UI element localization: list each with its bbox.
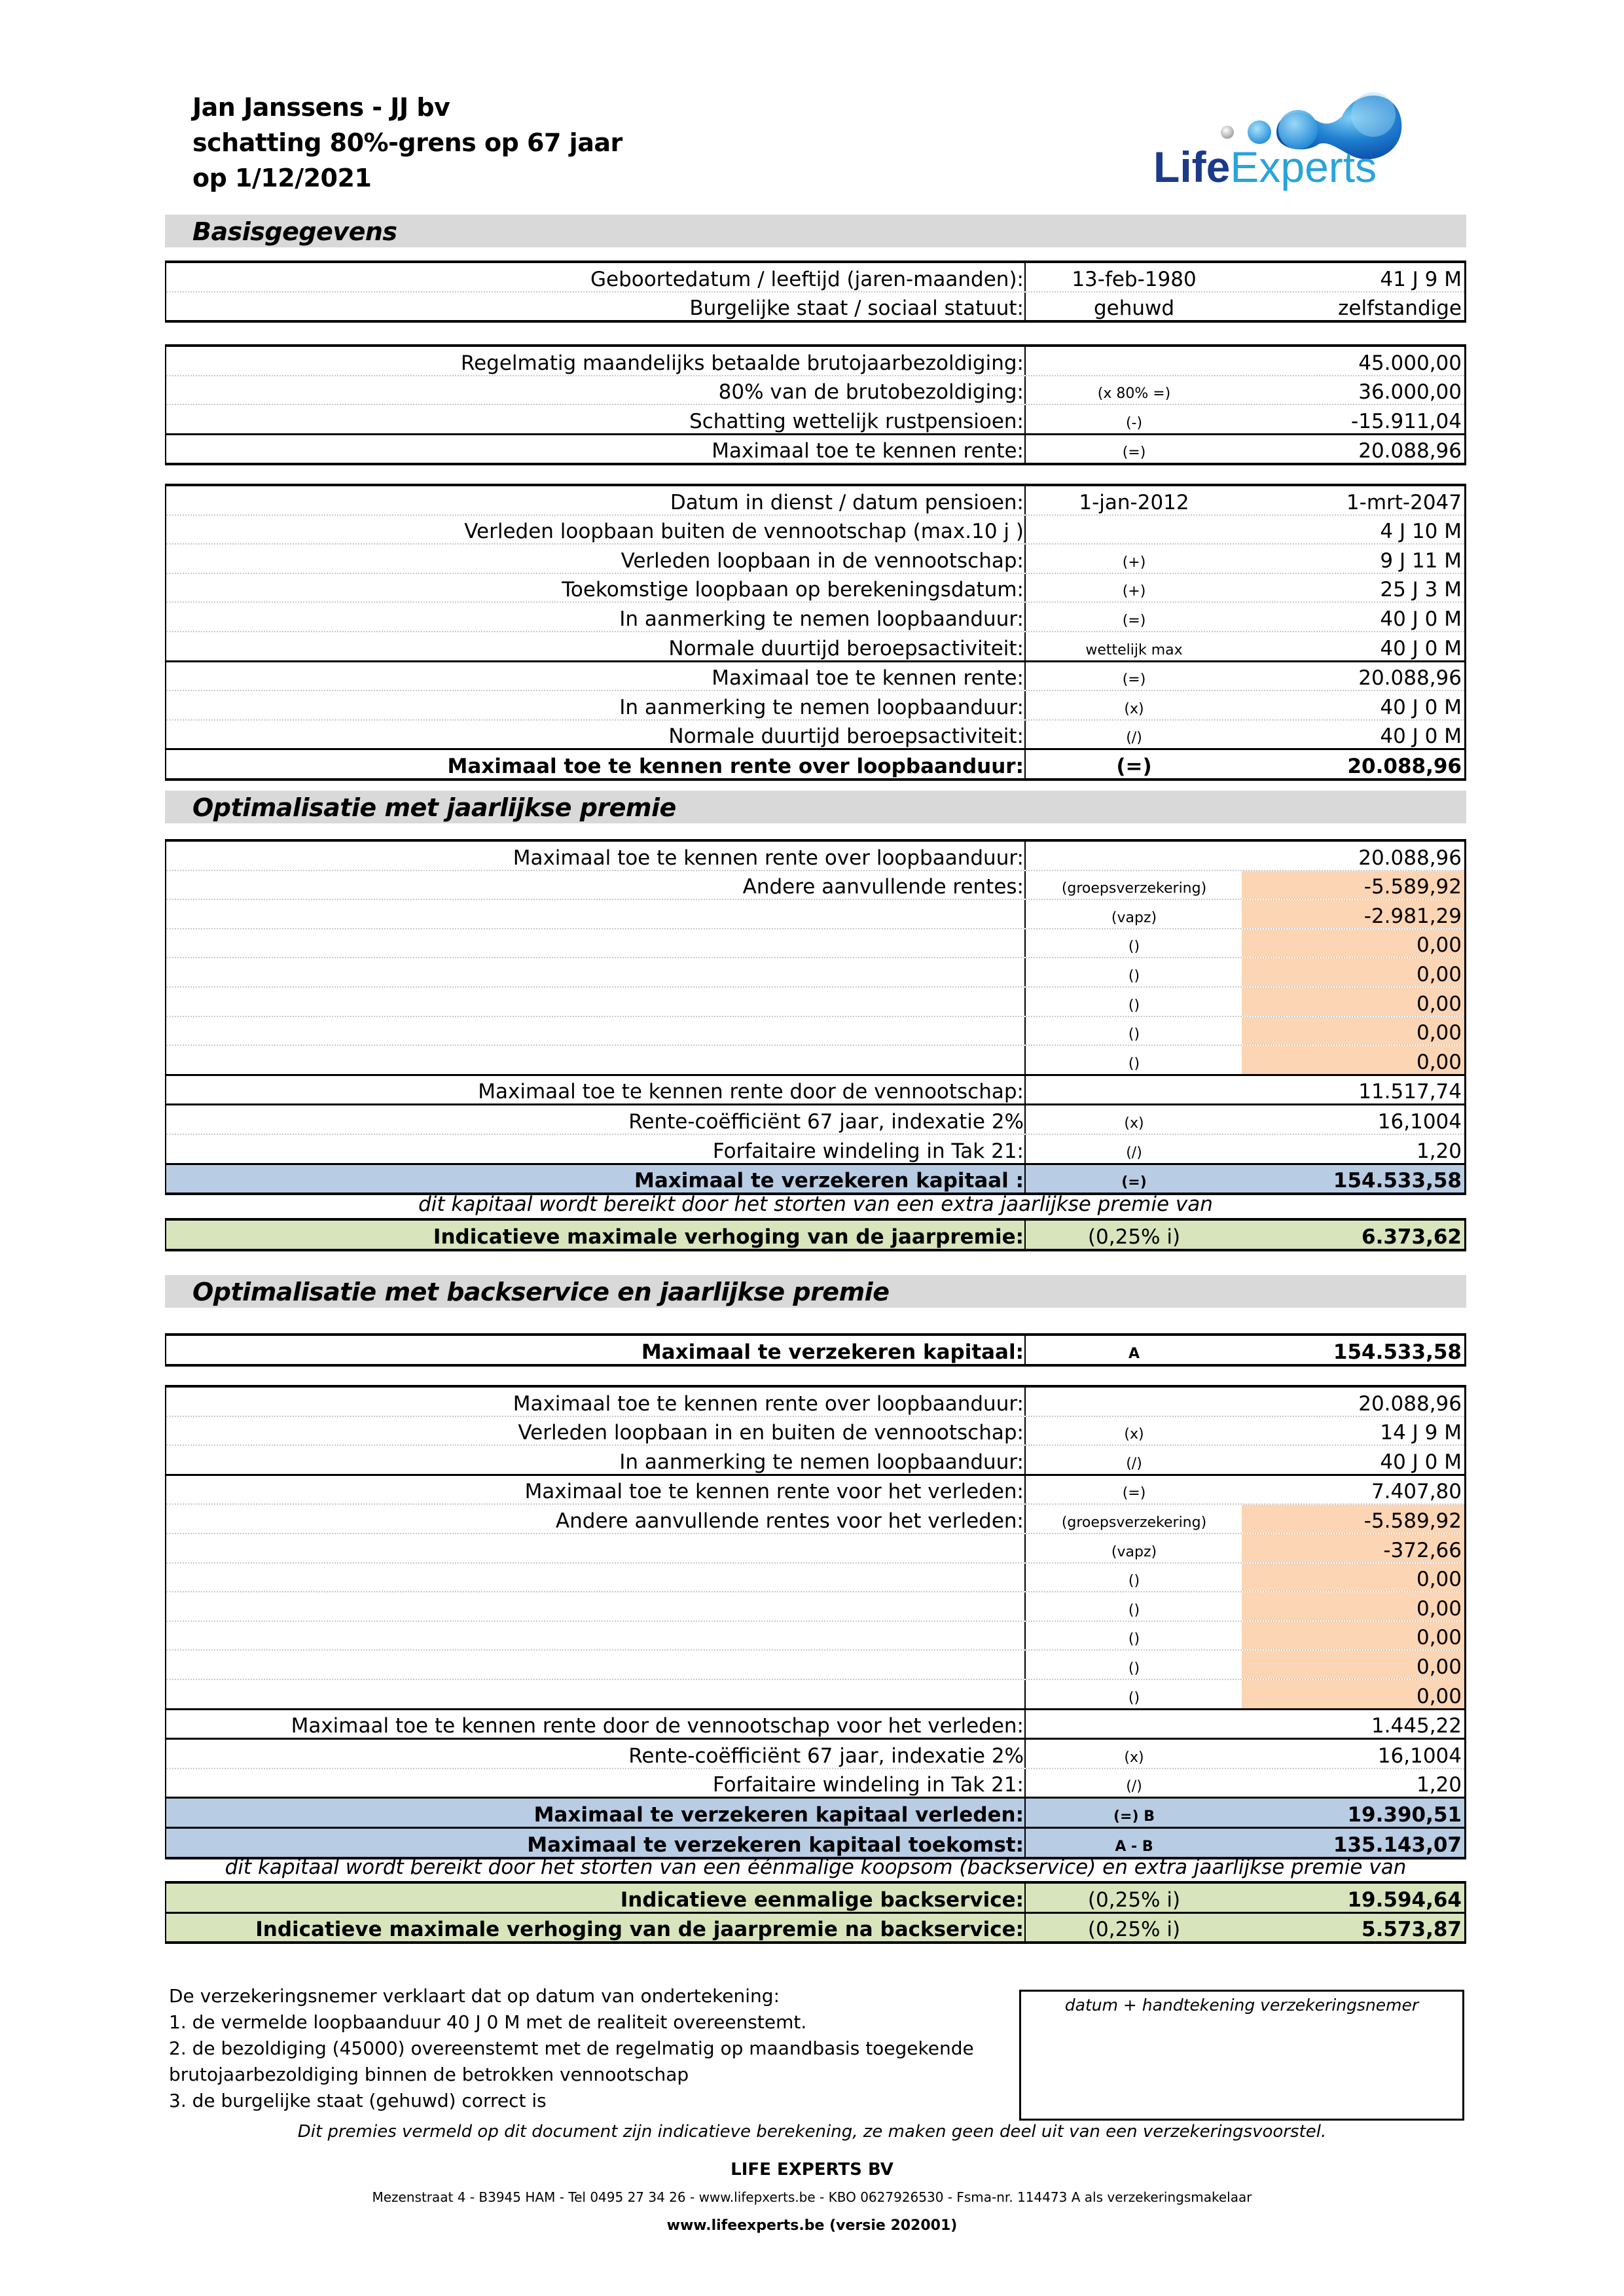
row-value[interactable]: -5.589,92 (1242, 871, 1464, 899)
table-row (166, 719, 1464, 749)
row-operator: (=) B (1024, 1799, 1242, 1827)
declaration-item-2: 2. de bezoldiging (45000) overeenstemt met de regelmatig op maandbasis toegekende (169, 2037, 974, 2059)
row-value: 4 J 10 M (1380, 520, 1462, 544)
table-capital-a (165, 1333, 1466, 1367)
row-label: In aanmerking te nemen loopbaanduur: (619, 607, 1024, 631)
row-value: 6.373,62 (1362, 1225, 1462, 1249)
table-row (166, 486, 1464, 514)
row-operator: (x) (1024, 1105, 1242, 1134)
row-value: 20.088,96 (1358, 1391, 1462, 1416)
row-operator: (x 80% =) (1024, 376, 1242, 404)
row-value: 41 J 9 M (1380, 267, 1462, 291)
table-backservice-results (165, 1881, 1466, 1944)
row-operator: (=) (1024, 750, 1242, 778)
row-label: Maximaal toe te kennen rente over loopbaanduur: (513, 1391, 1024, 1416)
row-label: Maximaal te verzekeren kapitaal : (634, 1169, 1024, 1193)
row-label: Indicatieve maximale verhoging van de jaarpremie: (433, 1225, 1024, 1249)
table-career (165, 484, 1466, 781)
row-operator: A - B (1024, 1829, 1242, 1857)
row-label: Maximaal toe te kennen rente voor het verleden: (524, 1480, 1024, 1504)
row-value: 25 J 3 M (1380, 578, 1462, 602)
footer-address: Mezenstraat 4 - B3945 HAM - Tel 0495 27 34 26 - www.lifepxerts.be - KBO 0627926530 - Fsma-nr. 114473 A als verzekeringsmakelaar (372, 2189, 1252, 2205)
row-operator: (x) (1024, 1740, 1242, 1768)
table-row (166, 514, 1464, 544)
section-title: Basisgegevens (192, 217, 397, 246)
row-label: Forfaitaire windeling in Tak 21: (712, 1773, 1024, 1797)
table-row (166, 1388, 1464, 1416)
row-value: 40 J 0 M (1380, 725, 1462, 749)
row-label: Forfaitaire windeling in Tak 21: (712, 1139, 1024, 1163)
row-operator: wettelijk max (1024, 632, 1242, 660)
table-row (166, 1416, 1464, 1445)
table-row (166, 601, 1464, 631)
logo-text-experts: Experts (1230, 143, 1377, 191)
row-operator: (=) (1024, 435, 1242, 463)
table-row (166, 375, 1464, 404)
row-value: 1,20 (1416, 1773, 1462, 1797)
table-row (166, 899, 1464, 928)
row-operator: (/) (1024, 1769, 1242, 1797)
table-row (166, 986, 1464, 1016)
table-row (166, 631, 1464, 660)
section-title: Optimalisatie met jaarlijkse premie (192, 793, 676, 822)
row-value: 20.088,96 (1358, 439, 1462, 463)
row-value: 19.594,64 (1347, 1888, 1462, 1912)
section-backservice (165, 1275, 1466, 1308)
row-label: Normale duurtijd beroepsactiviteit: (668, 725, 1024, 749)
row-value: 19.390,51 (1347, 1803, 1462, 1827)
row-operator (1024, 1388, 1242, 1416)
table-row (166, 1797, 1464, 1827)
row-value[interactable]: 0,00 (1242, 929, 1464, 958)
table-row (166, 1134, 1464, 1163)
table-row (166, 660, 1464, 691)
row-operator: () (1024, 958, 1242, 986)
table-row (166, 1768, 1464, 1797)
row-operator: (/) (1024, 1446, 1242, 1474)
row-value: 14 J 9 M (1380, 1421, 1462, 1445)
table-row (166, 1621, 1464, 1650)
row-operator: A (1024, 1336, 1242, 1364)
table-annual-premium (165, 839, 1466, 1195)
table-row (166, 404, 1464, 433)
row-operator: () (1024, 988, 1242, 1016)
row-operator: (=) (1024, 662, 1242, 691)
row-label: Maximaal toe te kennen rente door de vennootschap voor het verleden: (291, 1714, 1024, 1738)
table-row (166, 1016, 1464, 1045)
row-label: Verleden loopbaan in de vennootschap: (621, 548, 1024, 573)
table-row (166, 1103, 1464, 1134)
row-value: 7.407,80 (1371, 1480, 1462, 1504)
row-value: 20.088,96 (1358, 666, 1462, 691)
table-annual-result (165, 1218, 1466, 1251)
row-label: Andere aanvullende rentes: (742, 875, 1024, 899)
row-operator: (-) (1024, 405, 1242, 433)
row-operator: (=) (1024, 603, 1242, 631)
row-value: 154.533,58 (1333, 1340, 1462, 1364)
row-value: 36.000,00 (1358, 380, 1462, 404)
document-date: op 1/12/2021 (192, 164, 372, 192)
table-row (166, 1163, 1464, 1193)
table-row (166, 573, 1464, 602)
row-label: Regelmatig maandelijks betaalde brutojaarbezoldiging: (460, 351, 1024, 375)
row-label: Datum in dienst / datum pensioen: (670, 490, 1024, 514)
row-label: Maximaal toe te kennen rente over loopbaanduur: (513, 846, 1024, 870)
table-row (166, 347, 1464, 375)
row-operator: (x) (1024, 1417, 1242, 1445)
row-value[interactable]: 0,00 (1242, 1592, 1464, 1621)
row-operator: () (1024, 1564, 1242, 1592)
table-row (166, 1884, 1464, 1912)
signature-label: datum + handtekening verzekeringsnemer (1064, 1996, 1419, 2015)
table-backservice (165, 1385, 1466, 1859)
table-row (166, 1474, 1464, 1504)
row-label: Rente-coëfficiënt 67 jaar, indexatie 2% (628, 1109, 1024, 1134)
row-operator: gehuwd (1024, 293, 1242, 321)
row-value: zelfstandige (1338, 296, 1462, 321)
row-label: Maximaal te verzekeren kapitaal verleden: (533, 1803, 1024, 1827)
row-label: Maximaal toe te kennen rente: (712, 666, 1024, 691)
row-label: Maximaal toe te kennen rente over loopbaanduur: (447, 754, 1024, 778)
row-label: Geboortedatum / leeftijd (jaren-maanden): (590, 267, 1024, 291)
row-operator: () (1024, 929, 1242, 958)
row-operator: (/) (1024, 721, 1242, 749)
backservice-note: dit kapitaal wordt bereikt door het storten van een éénmalige koopsom (backservice) en extra jaarlijkse premie van (225, 1856, 1407, 1879)
row-operator: () (1024, 1592, 1242, 1621)
row-value[interactable]: 0,00 (1242, 988, 1464, 1016)
client-name: Jan Janssens - JJ bv (192, 93, 450, 122)
row-operator: () (1024, 1046, 1242, 1074)
row-value[interactable]: 0,00 (1242, 1017, 1464, 1045)
table-row (166, 957, 1464, 986)
table-row (166, 263, 1464, 291)
row-operator (1024, 842, 1242, 870)
row-operator: 13-feb-1980 (1024, 263, 1242, 291)
row-operator: (groepsverzekering) (1024, 871, 1242, 899)
row-label: Maximaal toe te kennen rente: (712, 439, 1024, 463)
declaration-intro: De verzekeringsnemer verklaart dat op datum van ondertekening: (169, 1985, 780, 2007)
declaration-item-3: 3. de burgelijke staat (gehuwd) correct is (169, 2090, 547, 2111)
table-row (166, 870, 1464, 899)
row-operator: (groepsverzekering) (1024, 1505, 1242, 1533)
row-operator (1024, 1710, 1242, 1738)
row-label: Maximaal toe te kennen rente door de vennootschap: (478, 1080, 1024, 1104)
row-value: 1.445,22 (1371, 1714, 1462, 1738)
annual-premium-note: dit kapitaal wordt bereikt door het storten van een extra jaarlijkse premie van (418, 1193, 1213, 1216)
table-row (166, 433, 1464, 463)
row-value: 16,1004 (1377, 1744, 1462, 1768)
document-subtitle: schatting 80%-grens op 67 jaar (192, 128, 623, 157)
table-row (166, 1562, 1464, 1592)
row-value: -15.911,04 (1351, 409, 1462, 433)
row-value[interactable]: 0,00 (1242, 1622, 1464, 1650)
lifeexperts-logo (1113, 79, 1453, 190)
row-value: 11.517,74 (1358, 1080, 1462, 1104)
row-value: 40 J 0 M (1380, 607, 1462, 631)
table-row (166, 1708, 1464, 1738)
row-operator: (0,25% i) (1024, 1884, 1242, 1912)
row-operator: (vapz) (1024, 1534, 1242, 1562)
row-operator: (0,25% i) (1024, 1914, 1242, 1942)
row-value: 40 J 0 M (1380, 695, 1462, 719)
row-label: Schatting wettelijk rustpensioen: (689, 409, 1024, 433)
row-label: Toekomstige loopbaan op berekeningsdatum: (562, 578, 1024, 602)
row-operator: () (1024, 1651, 1242, 1679)
row-label: In aanmerking te nemen loopbaanduur: (619, 1450, 1024, 1474)
table-row (166, 1649, 1464, 1679)
row-value[interactable]: -5.589,92 (1242, 1505, 1464, 1533)
table-row (166, 1045, 1464, 1074)
table-salary (165, 344, 1466, 465)
row-value: 5.573,87 (1362, 1918, 1462, 1942)
row-value: 16,1004 (1377, 1109, 1462, 1134)
disclaimer: Dit premies vermeld op dit document zijn indicatieve berekening, ze maken geen deel uit van een verzekeringsvoorstel. (297, 2122, 1327, 2142)
table-personal-data (165, 260, 1466, 323)
row-value[interactable]: -2.981,29 (1242, 900, 1464, 928)
row-value: 45.000,00 (1358, 351, 1462, 375)
row-label: Burgelijke staat / sociaal statuut: (689, 296, 1024, 321)
table-row (166, 1591, 1464, 1621)
row-value[interactable]: 0,00 (1242, 1564, 1464, 1592)
row-operator: (0,25% i) (1024, 1221, 1242, 1249)
section-basisgegevens (165, 215, 1466, 247)
row-label: Verleden loopbaan in en buiten de vennootschap: (518, 1421, 1024, 1445)
table-row (166, 748, 1464, 778)
row-label: Maximaal te verzekeren kapitaal: (641, 1340, 1024, 1364)
table-row (166, 1336, 1464, 1364)
table-row (166, 1738, 1464, 1768)
row-label: Maximaal te verzekeren kapitaal toekomst: (527, 1833, 1024, 1857)
row-value[interactable]: -372,66 (1242, 1534, 1464, 1562)
signature-box[interactable] (1019, 1990, 1464, 2121)
row-value: 9 J 11 M (1380, 548, 1462, 573)
logo-text-life: Life (1153, 143, 1231, 191)
row-value[interactable]: 0,00 (1242, 1680, 1464, 1708)
row-label: Rente-coëfficiënt 67 jaar, indexatie 2% (628, 1744, 1024, 1768)
row-value: 40 J 0 M (1380, 636, 1462, 660)
row-value: 1,20 (1416, 1139, 1462, 1163)
row-value[interactable]: 0,00 (1242, 958, 1464, 986)
row-label: Indicatieve maximale verhoging van de jaarpremie na backservice: (255, 1918, 1024, 1942)
table-row (166, 543, 1464, 573)
row-operator (1024, 516, 1242, 544)
row-operator: () (1024, 1680, 1242, 1708)
table-row (166, 1912, 1464, 1942)
section-title: Optimalisatie met backservice en jaarlijkse premie (192, 1278, 890, 1306)
table-row (166, 928, 1464, 958)
row-value[interactable]: 0,00 (1242, 1046, 1464, 1074)
row-value[interactable]: 0,00 (1242, 1651, 1464, 1679)
declaration-item-2-cont: brutojaarbezoldiging binnen de betrokken vennootschap (169, 2064, 689, 2085)
row-operator: (=) (1024, 1165, 1242, 1193)
row-value: 154.533,58 (1333, 1169, 1462, 1193)
table-row (166, 1533, 1464, 1562)
row-operator: 1-jan-2012 (1024, 486, 1242, 514)
row-value: 135.143,07 (1333, 1833, 1462, 1857)
row-operator (1024, 1076, 1242, 1104)
table-row (166, 1074, 1464, 1104)
row-operator: (/) (1024, 1135, 1242, 1163)
table-row (166, 1221, 1464, 1249)
row-value: 20.088,96 (1358, 846, 1462, 870)
footer-company: LIFE EXPERTS BV (731, 2160, 893, 2179)
row-operator: (+) (1024, 545, 1242, 573)
footer-website[interactable]: www.lifeexperts.be (versie 202001) (666, 2217, 958, 2234)
table-row (166, 1444, 1464, 1474)
table-row (166, 1827, 1464, 1857)
row-label: Verleden loopbaan buiten de vennootschap (max.10 j ) (464, 520, 1024, 544)
row-operator: (vapz) (1024, 900, 1242, 928)
row-operator: (x) (1024, 691, 1242, 719)
row-label: Andere aanvullende rentes voor het verleden: (555, 1509, 1024, 1533)
row-value: 20.088,96 (1347, 754, 1462, 778)
row-operator: () (1024, 1017, 1242, 1045)
row-label: In aanmerking te nemen loopbaanduur: (619, 695, 1024, 719)
row-label: Indicatieve eenmalige backservice: (620, 1888, 1024, 1912)
row-operator: (=) (1024, 1476, 1242, 1504)
table-row (166, 291, 1464, 321)
declaration-item-1: 1. de vermelde loopbaanduur 40 J 0 M met de realiteit overeenstemt. (169, 2011, 807, 2033)
table-row (166, 690, 1464, 719)
row-value: 40 J 0 M (1380, 1450, 1462, 1474)
table-row (166, 1503, 1464, 1533)
section-jaarlijkse-premie (165, 791, 1466, 823)
table-row (166, 1679, 1464, 1708)
row-label: 80% van de brutobezoldiging: (718, 380, 1024, 404)
row-operator: () (1024, 1622, 1242, 1650)
row-operator: (+) (1024, 574, 1242, 602)
row-operator (1024, 347, 1242, 375)
row-value: 1-mrt-2047 (1346, 490, 1462, 514)
table-row (166, 842, 1464, 870)
row-label: Normale duurtijd beroepsactiviteit: (668, 636, 1024, 660)
